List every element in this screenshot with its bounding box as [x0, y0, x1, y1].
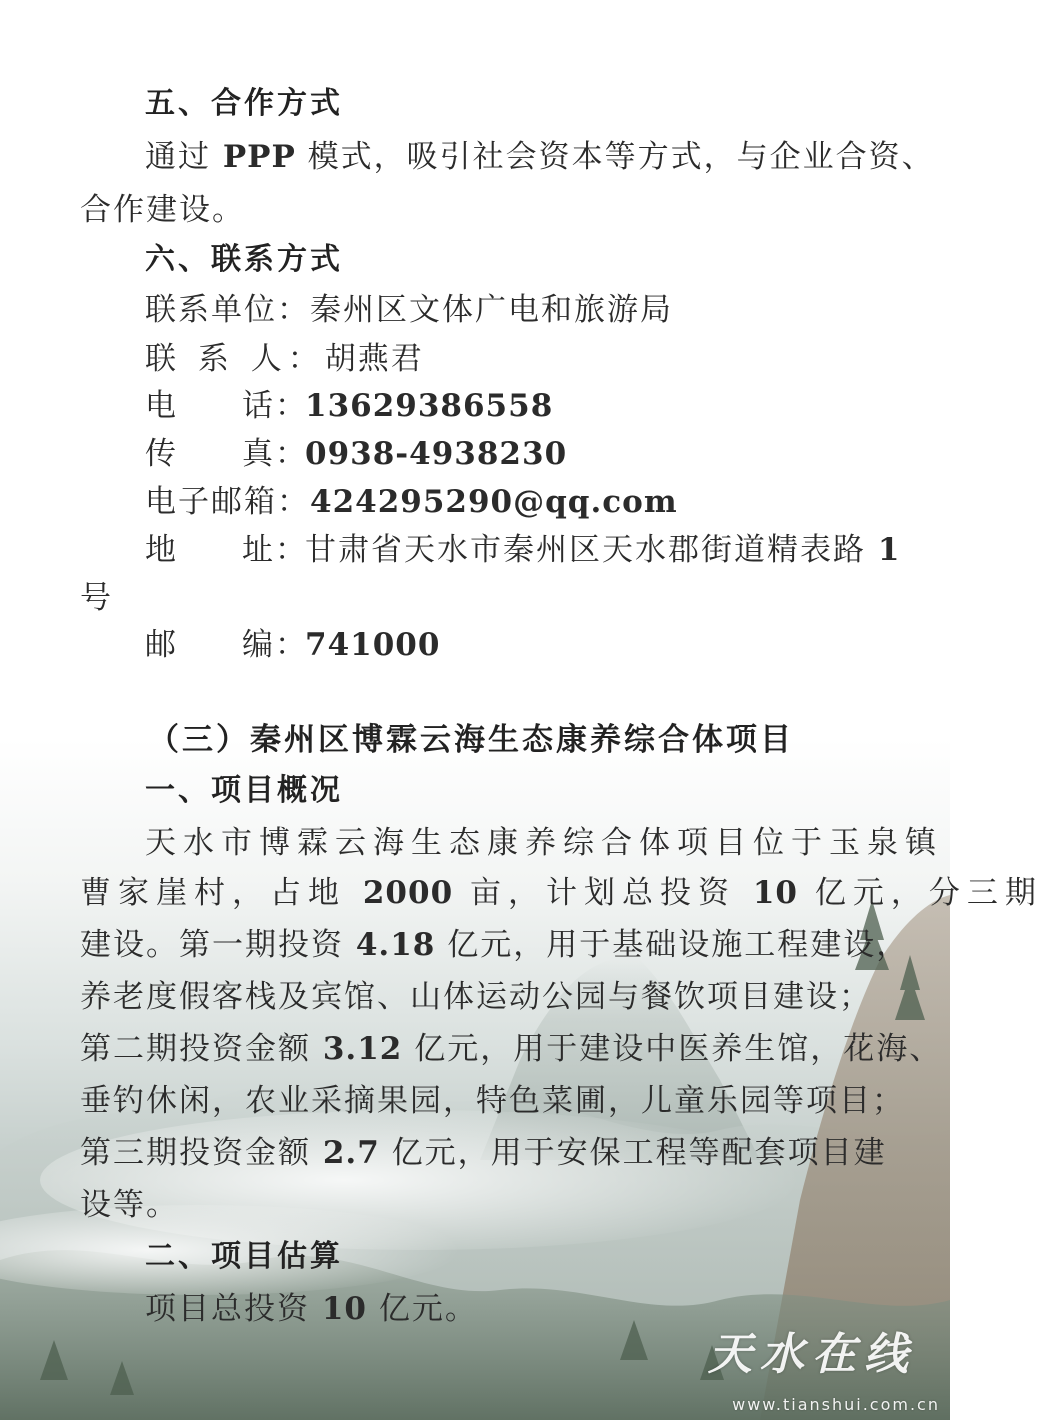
contact-phone: 电 话 ： 13629386558: [145, 388, 554, 424]
paragraph-line: 通过 PPP 模式，吸引社会资本等方式，与企业合资、: [145, 139, 935, 175]
overview-line: 设等。: [80, 1187, 179, 1223]
email-label: 电子邮箱：: [145, 484, 310, 520]
phone-value: 13629386558: [305, 388, 554, 424]
project-title: （三）秦州区博霖云海生态康养综合体项目: [148, 722, 794, 758]
contact-email: [145, 482, 678, 522]
overview-line: 建设。第一期投资 4.18 亿元，用于基础设施工程建设，: [80, 927, 910, 963]
watermark-url: www.tianshui.com.cn: [732, 1395, 940, 1414]
overview-line: 曹家崖村，占地 2000 亩，计划总投资 10 亿元，分三期: [80, 875, 1043, 911]
section-heading-overview: 一、项目概况: [145, 773, 343, 808]
overview-line: 第三期投资金额 2.7 亿元，用于安保工程等配套项目建: [80, 1135, 887, 1171]
contact-unit-value: 秦州区文体广电和旅游局: [310, 292, 673, 328]
contact-person-label: 联 系 人：: [145, 341, 325, 377]
section-heading-cooperation: 五、合作方式: [145, 86, 343, 121]
contact-address: 地 址 ： 甘肃省天水市秦州区天水郡街道精表路 1: [145, 532, 901, 568]
overview-line: 天水市博霖云海生态康养综合体项目位于玉泉镇: [145, 825, 943, 861]
overview-line: 垂钓休闲，农业采摘果园，特色菜圃，儿童乐园等项目；: [80, 1083, 905, 1119]
section-heading-contact: 六、联系方式: [145, 242, 343, 277]
email-value: 424295290@qq.com: [310, 484, 678, 520]
contact-person-value: 胡燕君: [324, 341, 424, 377]
section-heading-estimate: 二、项目估算: [145, 1239, 343, 1274]
address-continuation: 号: [80, 580, 113, 616]
contact-fax: 传 真 ： 0938-4938230: [145, 436, 568, 472]
postcode-value: 741000: [305, 627, 441, 663]
contact-person: [145, 339, 424, 379]
contact-postcode: 邮 编 ： 741000: [145, 627, 441, 663]
contact-unit: [145, 290, 673, 330]
overview-line: 养老度假客栈及宾馆、山体运动公园与餐饮项目建设；: [80, 979, 872, 1015]
address-value: 甘肃省天水市秦州区天水郡街道精表路: [305, 532, 878, 568]
contact-unit-label: 联系单位：: [145, 292, 310, 328]
estimate-line: 项目总投资 10 亿元。: [145, 1291, 478, 1327]
overview-line: 第二期投资金额 3.12 亿元，用于建设中医养生馆，花海、: [80, 1031, 943, 1067]
paragraph-line: 合作建设。: [80, 192, 245, 228]
watermark-brand: 天水在线: [708, 1329, 916, 1380]
fax-value: 0938-4938230: [305, 436, 568, 472]
